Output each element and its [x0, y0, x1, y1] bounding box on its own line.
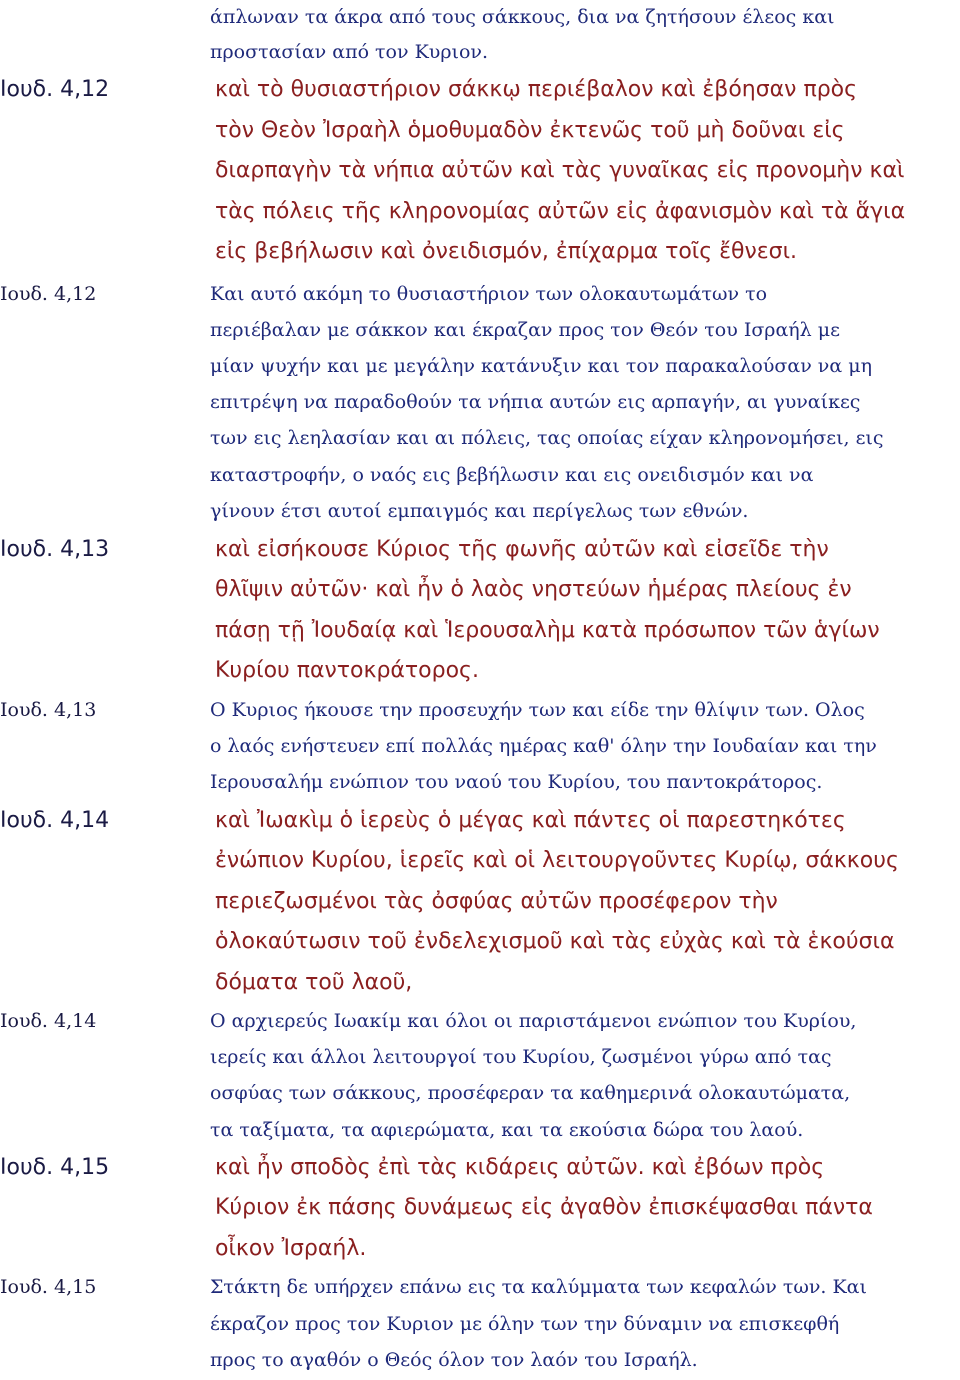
modern-greek-line: των εις λεηλασίαν και αι πόλεις, τας οποίας είχαν κληρονομήσει, εις	[210, 427, 884, 450]
ancient-greek-line: περιεζωσμένοι τὰς ὀσφύας αὐτῶν προσέφερον τὴν	[215, 888, 778, 914]
verse-reference: Ιουδ. 4,15	[0, 1276, 97, 1299]
modern-greek-line: Και αυτό ακόμη το θυσιαστήριον των ολοκαυτωμάτων το	[210, 282, 768, 305]
modern-greek-text	[210, 1003, 955, 1148]
modern-greek-line: μίαν ψυχήν και με μεγάλην κατάνυξιν και τον παρακαλούσαν να μη	[210, 354, 872, 377]
ancient-greek-line: Κύριον ἐκ πάσης δυνάμεως εἰς ἀγαθὸν ἐπισκέψασθαι πάντα	[215, 1195, 873, 1221]
modern-greek-line: Ο Κυριος ήκουσε την προσευχήν των και είδε την θλίψιν των. Ολος	[210, 698, 865, 721]
modern-greek-line: ο λαός ενήστευεν επί πολλάς ημέρας καθ' όλην την Ιουδαίαν και την	[210, 735, 877, 758]
ancient-greek-line: καὶ Ἰωακὶμ ὁ ἱερεὺς ὁ μέγας καὶ πάντες οἱ παρεστηκότες	[215, 807, 846, 833]
modern-greek-line: Ο αρχιερεύς Ιωακίμ και όλοι οι παριστάμενοι ενώπιον του Κυρίου,	[210, 1010, 857, 1033]
modern-greek-text	[210, 692, 955, 801]
modern-greek-line: Στάκτη δε υπήρχεν επάνω εις τα καλύμματα των κεφαλών των. Και	[210, 1276, 867, 1299]
verse-reference: Ιουδ. 4,13	[0, 698, 97, 721]
verse-4-14-modern	[0, 1003, 960, 1148]
ancient-greek-line: τὰς πόλεις τῆς κληρονομίας αὐτῶν εἰς ἀφανισμὸν καὶ τὰ ἅγια	[215, 198, 906, 224]
ancient-greek-line: διαρπαγὴν τὰ νήπια αὐτῶν καὶ τὰς γυναῖκας εἰς προνομὴν καὶ	[215, 158, 905, 183]
verse-reference: Ιουδ. 4,12	[0, 77, 110, 102]
verse-reference: Ιουδ. 4,13	[0, 536, 110, 562]
modern-greek-line: επιτρέψη να παραδοθούν τα νήπια αυτών εις αρπαγήν, αι γυναίκες	[210, 391, 861, 414]
ancient-greek-line: ἐνώπιον Κυρίου, ἱερεῖς καὶ οἱ λειτουργοῦντες Κυρίῳ, σάκκους	[215, 848, 899, 874]
ancient-greek-line: οἶκον Ἰσραήλ.	[215, 1235, 367, 1261]
ancient-greek-line: καὶ ἦν σποδὸς ἐπὶ τὰς κιδάρεις αὐτῶν. καὶ ἐβόων πρὸς	[215, 1154, 825, 1180]
verse-reference: Ιουδ. 4,12	[0, 282, 97, 305]
verse-4-13-ancient	[0, 530, 960, 692]
intro-text	[0, 0, 955, 70]
modern-greek-line: γίνουν έτσι αυτοί εμπαιγμός και περίγελως των εθνών.	[210, 499, 749, 522]
modern-greek-line: περιέβαλαν με σάκκον και έκραζαν προς τον Θεόν του Ισραήλ με	[210, 318, 840, 341]
ancient-greek-line: θλῖψιν αὐτῶν· καὶ ἦν ὁ λαὸς νηστεύων ἡμέρας πλείους ἐν	[215, 577, 852, 603]
modern-greek-text	[210, 1269, 955, 1378]
verse-4-15-modern	[0, 1269, 960, 1378]
verse-4-14-ancient	[0, 801, 960, 1004]
ancient-greek-line: Κυρίου παντοκράτορος.	[215, 658, 479, 684]
ancient-greek-line: καὶ τὸ θυσιαστήριον σάκκῳ περιέβαλον καὶ ἐβόησαν πρὸς	[215, 77, 858, 102]
modern-greek-line: ιερείς και άλλοι λειτουργοί του Κυρίου, ζωσμένοι γύρω από τας	[210, 1046, 832, 1069]
ancient-greek-text	[210, 70, 955, 273]
ancient-greek-text	[210, 530, 955, 692]
ancient-greek-line: καὶ εἰσήκουσε Κύριος τῆς φωνῆς αὐτῶν καὶ εἰσεῖδε τὴν	[215, 536, 829, 562]
modern-greek-line: προστασίαν από τον Κυριον.	[210, 41, 488, 63]
verse-4-12-modern	[0, 276, 960, 529]
verse-reference: Ιουδ. 4,14	[0, 1010, 97, 1033]
modern-greek-line: Ιερουσαλήμ ενώπιον του ναού του Κυρίου, του παντοκράτορος.	[210, 771, 823, 794]
modern-greek-line: καταστροφήν, ο ναός εις βεβήλωσιν και εις ονειδισμόν και να	[210, 463, 814, 486]
ancient-greek-line: πάσῃ τῇ Ἰουδαίᾳ καὶ Ἱερουσαλὴμ κατὰ πρόσωπον τῶν ἁγίων	[215, 617, 880, 643]
modern-greek-line: άπλωναν τα άκρα από τους σάκκους, δια να ζητήσουν έλεος και	[210, 6, 835, 28]
verse-4-12-ancient	[0, 70, 960, 273]
verse-4-15-ancient	[0, 1148, 960, 1270]
ancient-greek-line: ὁλοκαύτωσιν τοῦ ἐνδελεχισμοῦ καὶ τὰς εὐχὰς καὶ τὰ ἑκούσια	[215, 929, 895, 955]
modern-greek-line: έκραζον προς τον Κυριον με όλην των την δύναμιν να επισκεφθή	[210, 1312, 840, 1335]
modern-greek-line: τα ταξίματα, τα αφιερώματα, και τα εκούσια δώρα του λαού.	[210, 1118, 804, 1141]
verse-reference: Ιουδ. 4,14	[0, 807, 110, 833]
ancient-greek-text	[210, 1148, 955, 1270]
modern-greek-line: οσφύας των σάκκους, προσέφεραν τα καθημερινά ολοκαυτώματα,	[210, 1082, 851, 1105]
modern-greek-line: προς το αγαθόν ο Θεός όλον τον λαόν του Ισραήλ.	[210, 1348, 698, 1371]
verse-4-13-modern	[0, 692, 960, 801]
ancient-greek-text	[210, 801, 955, 1004]
verse-reference: Ιουδ. 4,15	[0, 1154, 110, 1180]
modern-greek-text	[210, 276, 955, 529]
ancient-greek-line: τὸν Θεὸν Ἰσραὴλ ὁμοθυμαδὸν ἐκτενῶς τοῦ μὴ δοῦναι εἰς	[215, 117, 845, 143]
ancient-greek-line: δόματα τοῦ λαοῦ,	[215, 969, 413, 995]
ancient-greek-line: εἰς βεβήλωσιν καὶ ὀνειδισμόν, ἐπίχαρμα τοῖς ἔθνεσι.	[215, 239, 798, 264]
